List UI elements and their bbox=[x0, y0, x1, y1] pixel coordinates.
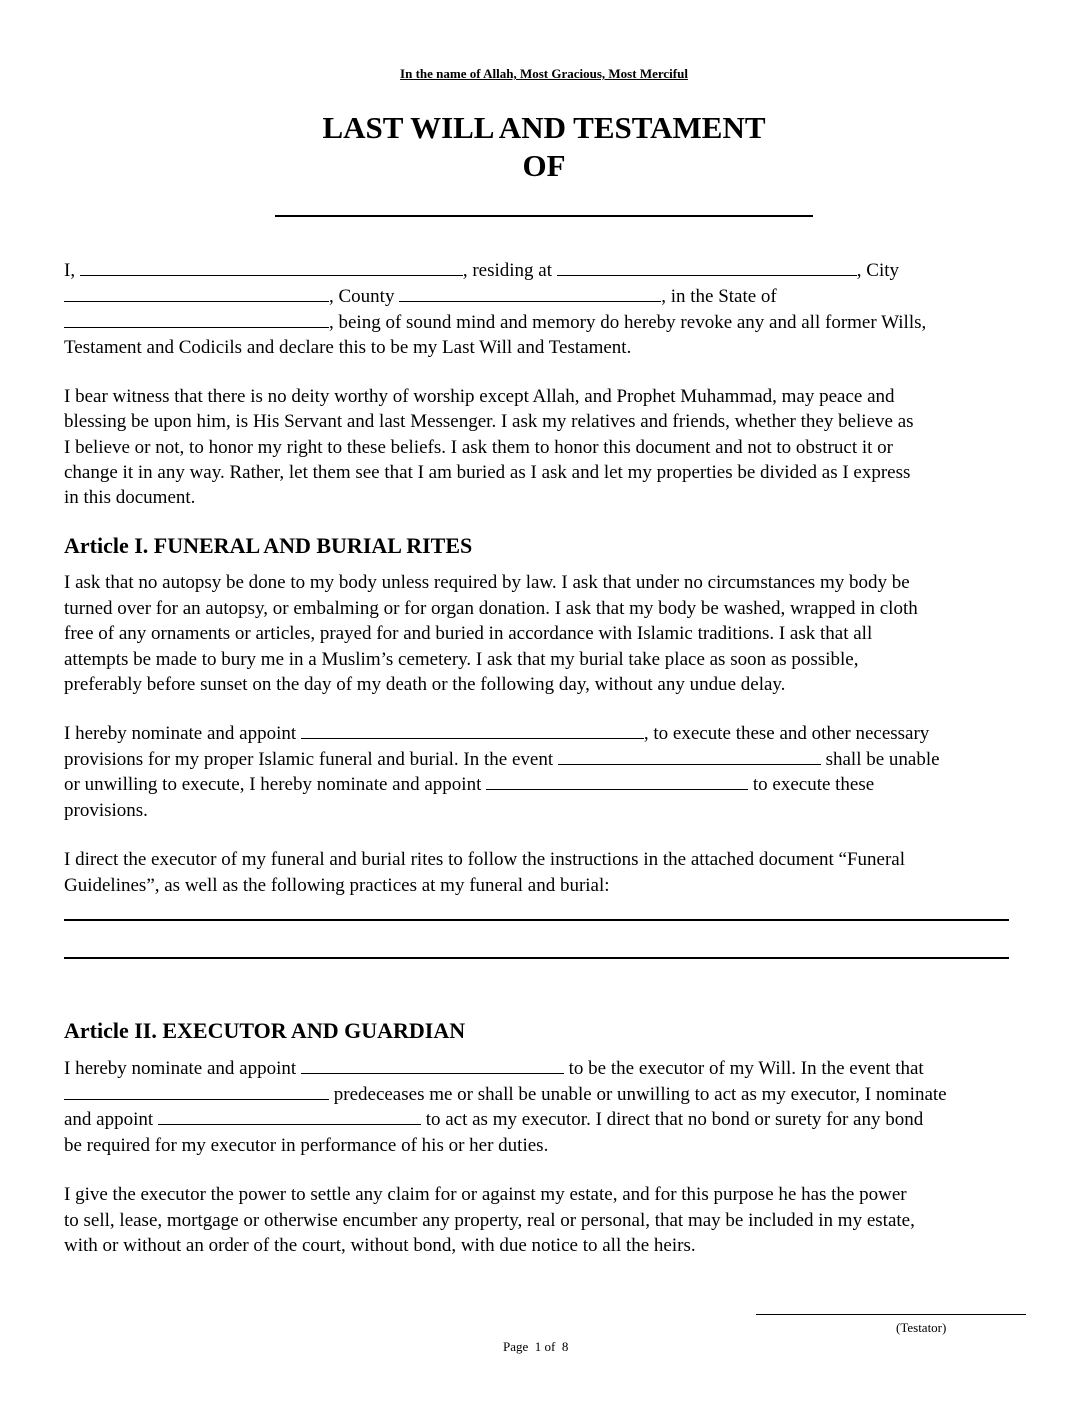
county-field[interactable] bbox=[399, 284, 661, 302]
text: , residing at bbox=[462, 260, 553, 281]
text: I, bbox=[64, 260, 76, 281]
funeral-executor-line-1 bbox=[64, 721, 929, 746]
article-2-heading: Article II. EXECUTOR AND GUARDIAN bbox=[64, 1018, 466, 1043]
funeral-executor-line-4: provisions. bbox=[64, 800, 148, 821]
article-1-line: free of any ornaments or articles, prayed for and buried in accordance with Islamic traditions. I ask that all bbox=[64, 623, 873, 644]
address-field[interactable] bbox=[557, 258, 857, 276]
witness-line: I bear witness that there is no deity worthy of worship except Allah, and Prophet Muhammad, may peace and bbox=[64, 386, 895, 407]
intro-line-1 bbox=[64, 258, 899, 283]
article-1-line: preferably before sunset on the day of my death or the following day, without any undue delay. bbox=[64, 674, 786, 695]
text: or unwilling to execute, I hereby nominate and appoint bbox=[64, 774, 482, 795]
executor-line-2 bbox=[64, 1082, 947, 1107]
text: to execute these bbox=[752, 774, 875, 795]
executor-line-1 bbox=[64, 1056, 924, 1081]
funeral-executor-field[interactable] bbox=[301, 721, 644, 739]
witness-line: in this document. bbox=[64, 487, 196, 508]
page-number: Page 1 of 8 bbox=[503, 1339, 569, 1354]
funeral-practices-field[interactable] bbox=[64, 919, 1009, 921]
text: , to execute these and other necessary bbox=[643, 723, 930, 744]
text: I hereby nominate and appoint bbox=[64, 723, 297, 744]
article-1-heading: Article I. FUNERAL AND BURIAL RITES bbox=[64, 533, 473, 558]
funeral-executor-ref-field[interactable] bbox=[558, 747, 821, 765]
executor-line-4: be required for my executor in performance of his or her duties. bbox=[64, 1135, 549, 1156]
text: , County bbox=[329, 286, 395, 307]
funeral-executor-line-2 bbox=[64, 747, 940, 772]
text: and appoint bbox=[64, 1109, 154, 1130]
text: predeceases me or shall be unable or unwilling to act as my executor, I nominate bbox=[333, 1084, 947, 1105]
text: , in the State of bbox=[661, 286, 777, 307]
article-1-line: attempts be made to bury me in a Muslim’s cemetery. I ask that my burial take place as soon as possible, bbox=[64, 649, 859, 670]
testator-signature-field[interactable] bbox=[756, 1314, 1026, 1315]
document-title: LAST WILL AND TESTAMENT bbox=[322, 110, 766, 145]
signature-label: (Testator) bbox=[896, 1320, 947, 1335]
text: I hereby nominate and appoint bbox=[64, 1058, 297, 1079]
executor-line-3 bbox=[64, 1107, 923, 1132]
article-1-line: I ask that no autopsy be done to my body unless required by law. I ask that under no circumstances my body be bbox=[64, 572, 910, 593]
text: , City bbox=[856, 260, 899, 281]
document-title-of: OF bbox=[522, 148, 566, 183]
name-field[interactable] bbox=[80, 258, 463, 276]
intro-line-4: Testament and Codicils and declare this to be my Last Will and Testament. bbox=[64, 337, 632, 358]
intro-line-2 bbox=[64, 284, 777, 309]
witness-line: I believe or not, to honor my right to these beliefs. I ask them to honor this document and not to obstruct it or bbox=[64, 437, 893, 458]
funeral-guidelines-line: Guidelines”, as well as the following practices at my funeral and burial: bbox=[64, 875, 610, 896]
alternate-funeral-executor-field[interactable] bbox=[486, 772, 748, 790]
state-field[interactable] bbox=[64, 310, 329, 328]
text: to act as my executor. I direct that no bond or surety for any bond bbox=[425, 1109, 924, 1130]
text: provisions for my proper Islamic funeral and burial. In the event bbox=[64, 749, 554, 770]
witness-line: change it in any way. Rather, let them see that I am buried as I ask and let my properties be divided as I express bbox=[64, 462, 911, 483]
funeral-executor-line-3 bbox=[64, 772, 874, 797]
funeral-practices-field[interactable] bbox=[64, 957, 1009, 959]
text: shall be unable bbox=[825, 749, 940, 770]
invocation-heading: In the name of Allah, Most Gracious, Most Merciful bbox=[400, 66, 688, 81]
witness-line: blessing be upon him, is His Servant and last Messenger. I ask my relatives and friends, whether they believe as bbox=[64, 411, 914, 432]
executor-power-line: with or without an order of the court, without bond, with due notice to all the heirs. bbox=[64, 1235, 696, 1256]
intro-line-3 bbox=[64, 310, 926, 335]
text: , being of sound mind and memory do hereby revoke any and all former Wills, bbox=[329, 312, 927, 333]
text: to be the executor of my Will. In the event that bbox=[568, 1058, 924, 1079]
executor-field[interactable] bbox=[301, 1056, 564, 1074]
testator-name-field[interactable] bbox=[275, 215, 813, 217]
alternate-executor-field[interactable] bbox=[158, 1107, 421, 1125]
executor-power-line: to sell, lease, mortgage or otherwise encumber any property, real or personal, that may be included in my estate, bbox=[64, 1210, 915, 1231]
executor-ref-field[interactable] bbox=[64, 1082, 329, 1100]
executor-power-line: I give the executor the power to settle any claim for or against my estate, and for this purpose he has the power bbox=[64, 1184, 907, 1205]
city-field[interactable] bbox=[64, 284, 329, 302]
article-1-line: turned over for an autopsy, or embalming or for organ donation. I ask that my body be washed, wrapped in cloth bbox=[64, 598, 918, 619]
funeral-guidelines-line: I direct the executor of my funeral and burial rites to follow the instructions in the attached document “Funeral bbox=[64, 849, 906, 870]
